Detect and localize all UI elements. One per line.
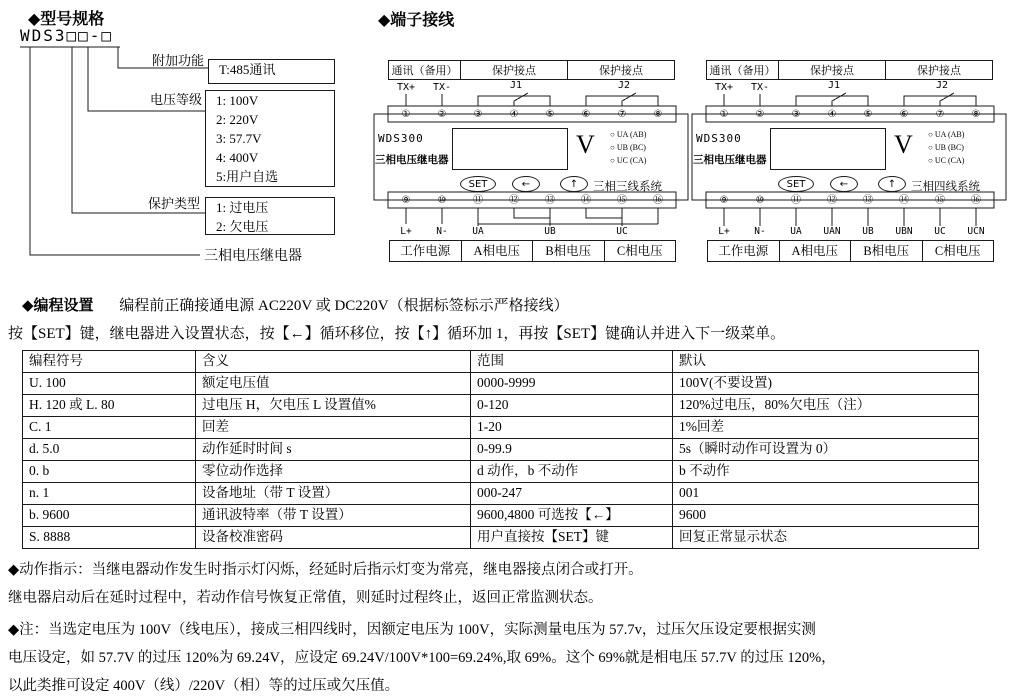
- wire-label: L+: [400, 226, 412, 237]
- system-type-label: 三相四线系统: [911, 181, 980, 193]
- cell-range: 0000-9999: [471, 373, 673, 395]
- tx-minus-label: TX-: [750, 82, 770, 93]
- volt-unit: V: [576, 130, 595, 159]
- group-cell: A相电压: [779, 240, 852, 262]
- protection-options-box: [205, 197, 335, 235]
- cell-symbol: d. 5.0: [23, 439, 196, 461]
- wire-label: UC: [616, 226, 628, 237]
- group-contact-2: 保护接点: [567, 60, 675, 80]
- terminal-row-top: [388, 107, 676, 122]
- cell-meaning: 设备地址（带 T 设置）: [196, 483, 471, 505]
- terminal-number: ①: [401, 109, 411, 120]
- terminal-number: ⑧: [971, 109, 981, 120]
- programming-intro: 编程前正确接通电源 AC220V 或 DC220V（根据标签标示严格接线）: [119, 298, 569, 314]
- led-label: UB (BC): [616, 143, 646, 152]
- wire-label: UAN: [823, 226, 841, 237]
- cell-symbol: C. 1: [23, 417, 196, 439]
- model-spec-title: ◆型号规格: [28, 11, 105, 28]
- cell-default: 回复正常显示状态: [673, 527, 979, 549]
- cell-range: 000-247: [471, 483, 673, 505]
- voltage-options-box: [205, 90, 335, 187]
- wire-label: UBN: [895, 226, 913, 237]
- group-cell: A相电压: [461, 240, 534, 262]
- option-item: 2: 欠电压: [216, 219, 269, 234]
- model-code: WDS3□□-□: [20, 26, 114, 45]
- terminal-number: ⑫: [827, 195, 837, 206]
- terminal-number: ⑬: [545, 195, 555, 206]
- terminal-number: ⑭: [899, 195, 909, 206]
- cell-default: 120%过电压，80%欠电压（注）: [673, 395, 979, 417]
- terminal-number: ⑤: [863, 109, 873, 120]
- product-label: 三相电压继电器: [204, 249, 302, 264]
- cell-meaning: 过电压 H，欠电压 L 设置值%: [196, 395, 471, 417]
- top-group-labels: [706, 60, 993, 80]
- led-label: UC (CA): [934, 156, 965, 165]
- led-circle-icon: ○: [610, 143, 615, 152]
- cell-symbol: n. 1: [23, 483, 196, 505]
- wire-label: UA: [790, 226, 802, 237]
- model-spec-diagram: [20, 26, 368, 284]
- header-default: 默认: [673, 351, 979, 373]
- remark-line3: 以此类推可设定 400V（线）/220V（相）等的过压或欠压值。: [8, 678, 400, 694]
- terminal-number: ⑨: [719, 195, 729, 206]
- cell-meaning: 零位动作选择: [196, 461, 471, 483]
- programming-heading-line: [22, 294, 569, 315]
- cell-default: 5s（瞬时动作可设置为 0）: [673, 439, 979, 461]
- group-cell: C相电压: [922, 240, 995, 262]
- table-header-row: [23, 351, 979, 373]
- led-label: UA (AB): [616, 130, 647, 139]
- led-circle-icon: ○: [610, 156, 615, 165]
- cell-range: 用户直接按【SET】键: [471, 527, 673, 549]
- terminal-number: ⑥: [899, 109, 909, 120]
- cell-meaning: 设备校准密码: [196, 527, 471, 549]
- led-indicator: [610, 141, 646, 154]
- branch-label-addon: 附加功能: [151, 53, 204, 68]
- lcd-display: [770, 128, 886, 170]
- led-circle-icon: ○: [610, 130, 615, 139]
- left-arrow-button: ←: [512, 176, 540, 192]
- cell-default: 001: [673, 483, 979, 505]
- led-indicators: [610, 128, 646, 167]
- group-cell: 工作电源: [389, 240, 462, 262]
- table-row: [23, 417, 979, 439]
- contact-j2-label: J2: [935, 80, 949, 91]
- option-item: 5:用户自选: [216, 169, 279, 184]
- cell-symbol: S. 8888: [23, 527, 196, 549]
- group-contact-2: 保护接点: [885, 60, 993, 80]
- terminal-number: ③: [473, 109, 483, 120]
- device-model: WDS300: [378, 132, 424, 145]
- terminal-number: ⑤: [545, 109, 555, 120]
- up-arrow-button: ↑: [878, 176, 906, 192]
- table-row: [23, 461, 979, 483]
- led-label: UB (BC): [934, 143, 964, 152]
- group-contact-1: 保护接点: [460, 60, 568, 80]
- led-label: UC (CA): [616, 156, 647, 165]
- terminal-number: ⑨: [401, 195, 411, 206]
- bottom-group-labels: [390, 240, 676, 262]
- cell-symbol: b. 9600: [23, 505, 196, 527]
- cell-range: 0-99.9: [471, 439, 673, 461]
- table-body: [23, 373, 979, 549]
- header-meaning: 含义: [196, 351, 471, 373]
- terminal-number: ⑮: [617, 195, 627, 206]
- remark-line2: 电压设定，如 57.7V 的过压 120%为 69.24V，应设定 69.24V/100V*100=69.24%,取 69%。这个 69%就是相电压 57.7V 的过压 120%，: [8, 650, 836, 666]
- terminal-number: ⑩: [755, 195, 765, 206]
- cell-range: 0-120: [471, 395, 673, 417]
- option-item: 3: 57.7V: [216, 131, 262, 146]
- wire-label: L+: [718, 226, 730, 237]
- cell-range: 9600,4800 可选按【←】: [471, 505, 673, 527]
- contact-j1-label: J1: [827, 80, 841, 91]
- group-comm: 通讯（备用）: [706, 60, 779, 80]
- terminal-number: ⑯: [971, 195, 981, 206]
- led-circle-icon: ○: [928, 143, 933, 152]
- terminal-row-top: [706, 107, 994, 122]
- addon-options-box: [208, 59, 335, 84]
- terminal-number: ④: [509, 109, 519, 120]
- terminal-number: ⑮: [935, 195, 945, 206]
- led-indicator: [928, 128, 964, 141]
- terminal-number: ②: [437, 109, 447, 120]
- table-row: [23, 483, 979, 505]
- terminal-number: ②: [755, 109, 765, 120]
- cell-symbol: U. 100: [23, 373, 196, 395]
- device-name: 三相电压继电器: [693, 155, 767, 166]
- programming-table: [22, 350, 979, 549]
- led-circle-icon: ○: [928, 130, 933, 139]
- group-cell: B相电压: [850, 240, 923, 262]
- option-item: T:485通讯: [219, 62, 276, 77]
- wire-label: UB: [862, 226, 874, 237]
- option-item: 1: 过电压: [216, 200, 269, 215]
- group-cell: C相电压: [604, 240, 677, 262]
- led-indicator: [610, 154, 646, 167]
- contact-j2-label: J2: [617, 80, 631, 91]
- table-row: [23, 505, 979, 527]
- wiring-diagram-3wire: [372, 56, 692, 266]
- cell-symbol: H. 120 或 L. 80: [23, 395, 196, 417]
- header-range: 范围: [471, 351, 673, 373]
- volt-unit: V: [894, 130, 913, 159]
- wire-label: N-: [754, 226, 766, 237]
- group-cell: 工作电源: [707, 240, 780, 262]
- cell-symbol: 0. b: [23, 461, 196, 483]
- wire-label: UC: [934, 226, 946, 237]
- left-arrow-button: ←: [830, 176, 858, 192]
- led-indicator: [928, 154, 964, 167]
- wire-label: UCN: [967, 226, 985, 237]
- set-button: SET: [460, 176, 496, 192]
- header-symbol: 编程符号: [23, 351, 196, 373]
- option-item: 2: 220V: [216, 112, 259, 127]
- led-indicator: [610, 128, 646, 141]
- branch-label-voltage: 电压等级: [149, 92, 202, 107]
- action-note-line2: 继电器启动后在延时过程中，若动作信号恢复正常值，则延时过程终止，返回正常监测状态。: [8, 590, 603, 606]
- action-note-line1: ◆动作指示：当继电器动作发生时指示灯闪烁，经延时后指示灯变为常亮，继电器接点闭合或打开。: [8, 562, 643, 578]
- branch-label-protection: 保护类型: [147, 196, 200, 211]
- up-arrow-button: ↑: [560, 176, 588, 192]
- terminal-number: ⑪: [473, 195, 483, 206]
- tx-minus-label: TX-: [432, 82, 452, 93]
- terminal-number: ④: [827, 109, 837, 120]
- terminal-number: ⑭: [581, 195, 591, 206]
- device-model: WDS300: [696, 132, 742, 145]
- wire-label: UB: [544, 226, 556, 237]
- led-circle-icon: ○: [928, 156, 933, 165]
- table-row: [23, 439, 979, 461]
- option-item: 1: 100V: [216, 93, 259, 108]
- terminal-row-bottom: [706, 193, 994, 208]
- terminal-number: ⑪: [791, 195, 801, 206]
- group-cell: B相电压: [532, 240, 605, 262]
- terminal-number: ③: [791, 109, 801, 120]
- contact-j1-label: J1: [509, 80, 523, 91]
- cell-meaning: 通讯波特率（带 T 设置）: [196, 505, 471, 527]
- cell-meaning: 动作延时时间 s: [196, 439, 471, 461]
- table-row: [23, 527, 979, 549]
- led-indicators: [928, 128, 964, 167]
- terminal-number: ⑦: [617, 109, 627, 120]
- terminal-number: ⑫: [509, 195, 519, 206]
- terminal-wiring-title: ◆端子接线: [378, 12, 455, 29]
- option-item: 4: 400V: [216, 150, 259, 165]
- cell-range: d 动作，b 不动作: [471, 461, 673, 483]
- system-type-label: 三相三线系统: [593, 181, 662, 193]
- cell-default: 100V(不要设置): [673, 373, 979, 395]
- table-row: [23, 373, 979, 395]
- group-contact-1: 保护接点: [778, 60, 886, 80]
- programming-instructions: 按【SET】键，继电器进入设置状态，按【←】循环移位，按【↑】循环加 1，再按【SET】键确认并进入下一级菜单。: [8, 326, 786, 342]
- terminal-number: ⑩: [437, 195, 447, 206]
- remark-line1: ◆注：当选定电压为 100V（线电压），接成三相四线时，因额定电压为 100V，实际测量电压为 57.7v，过压欠压设定要根据实测: [8, 622, 816, 638]
- wire-label: N-: [436, 226, 448, 237]
- cell-default: 1%回差: [673, 417, 979, 439]
- set-button: SET: [778, 176, 814, 192]
- led-label: UA (AB): [934, 130, 965, 139]
- terminal-number: ⑬: [863, 195, 873, 206]
- terminal-number: ⑧: [653, 109, 663, 120]
- top-group-labels: [388, 60, 675, 80]
- lcd-display: [452, 128, 568, 170]
- programming-heading: ◆编程设置: [22, 298, 94, 314]
- wire-label: UA: [472, 226, 484, 237]
- tx-plus-label: TX+: [396, 82, 416, 93]
- terminal-number: ①: [719, 109, 729, 120]
- device-name: 三相电压继电器: [375, 155, 449, 166]
- terminal-number: ⑦: [935, 109, 945, 120]
- terminal-row-bottom: [388, 193, 676, 208]
- terminal-number: ⑥: [581, 109, 591, 120]
- cell-meaning: 回差: [196, 417, 471, 439]
- cell-default: b 不动作: [673, 461, 979, 483]
- wiring-diagram-4wire: [690, 56, 1010, 266]
- group-comm: 通讯（备用）: [388, 60, 461, 80]
- led-indicator: [928, 141, 964, 154]
- cell-range: 1-20: [471, 417, 673, 439]
- cell-default: 9600: [673, 505, 979, 527]
- cell-meaning: 额定电压值: [196, 373, 471, 395]
- table-row: [23, 395, 979, 417]
- bottom-group-labels: [708, 240, 994, 262]
- tx-plus-label: TX+: [714, 82, 734, 93]
- terminal-number: ⑯: [653, 195, 663, 206]
